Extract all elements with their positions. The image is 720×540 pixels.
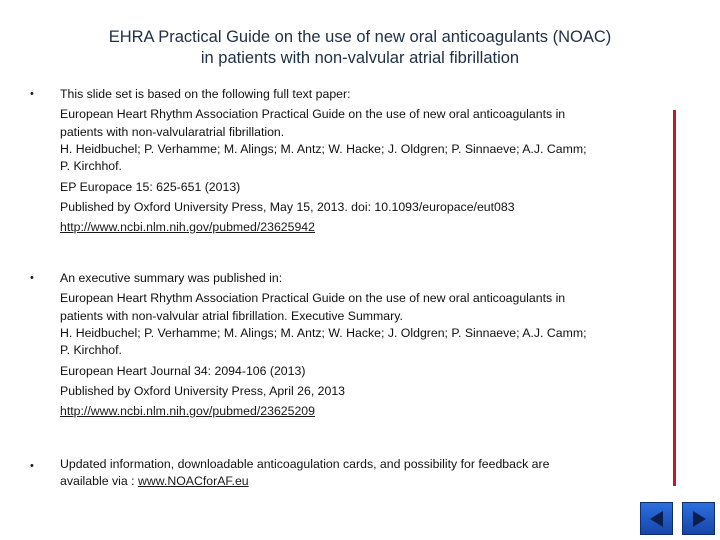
publisher-line: Published by Oxford University Press, April 26, 2013	[60, 384, 346, 398]
paper-title-line: patients with non-valvularatrial fibrillation.	[60, 125, 285, 139]
back-arrow-icon	[646, 508, 668, 530]
journal-citation: EP Europace 15: 625-651 (2013)	[60, 180, 241, 194]
journal-citation: European Heart Journal 34: 2094-106 (2013)	[60, 364, 306, 378]
author-line: P. Kirchhof.	[60, 159, 122, 173]
paper-title-line: European Heart Rhythm Association Practical Guide on the use of new oral anticoagulants in	[60, 107, 566, 121]
bullet-dot: •	[30, 272, 34, 284]
update-info-prefix: available via :	[60, 474, 138, 488]
next-slide-button[interactable]	[682, 502, 715, 535]
forward-arrow-icon	[688, 508, 710, 530]
author-line: P. Kirchhof.	[60, 343, 122, 357]
slide-title	[40, 27, 680, 69]
paper-title-line: patients with non-valvular atrial fibrillation. Executive Summary.	[60, 309, 403, 323]
publisher-line: Published by Oxford University Press, May 15, 2013. doi: 10.1093/europace/eut083	[60, 200, 515, 214]
paper-title-line: European Heart Rhythm Association Practical Guide on the use of new oral anticoagulants in	[60, 291, 566, 305]
title-line-2: in patients with non-valvular atrial fibrillation	[200, 49, 520, 67]
bullet-intro: This slide set is based on the following full text paper:	[60, 87, 351, 101]
previous-slide-button[interactable]	[640, 502, 673, 535]
pubmed-link[interactable]: http://www.ncbi.nlm.nih.gov/pubmed/23625209	[60, 404, 315, 418]
bullet-intro: An executive summary was published in:	[60, 271, 283, 285]
title-line-1: EHRA Practical Guide on the use of new oral anticoagulants (NOAC)	[108, 28, 612, 46]
author-line: H. Heidbuchel; P. Verhamme; M. Alings; M. Antz; W. Hacke; J. Oldgren; P. Sinnaeve; A.J. Camm;	[60, 142, 587, 156]
noac-website-link[interactable]: www.NOACforAF.eu	[137, 474, 249, 488]
pubmed-link[interactable]: http://www.ncbi.nlm.nih.gov/pubmed/23625942	[60, 220, 315, 234]
bullet-dot: •	[30, 460, 34, 472]
update-info-line: Updated information, downloadable anticoagulation cards, and possibility for feedback are	[60, 457, 550, 471]
author-line: H. Heidbuchel; P. Verhamme; M. Alings; M. Antz; W. Hacke; J. Oldgren; P. Sinnaeve; A.J. Camm;	[60, 326, 587, 340]
bullet-dot: •	[30, 88, 34, 100]
